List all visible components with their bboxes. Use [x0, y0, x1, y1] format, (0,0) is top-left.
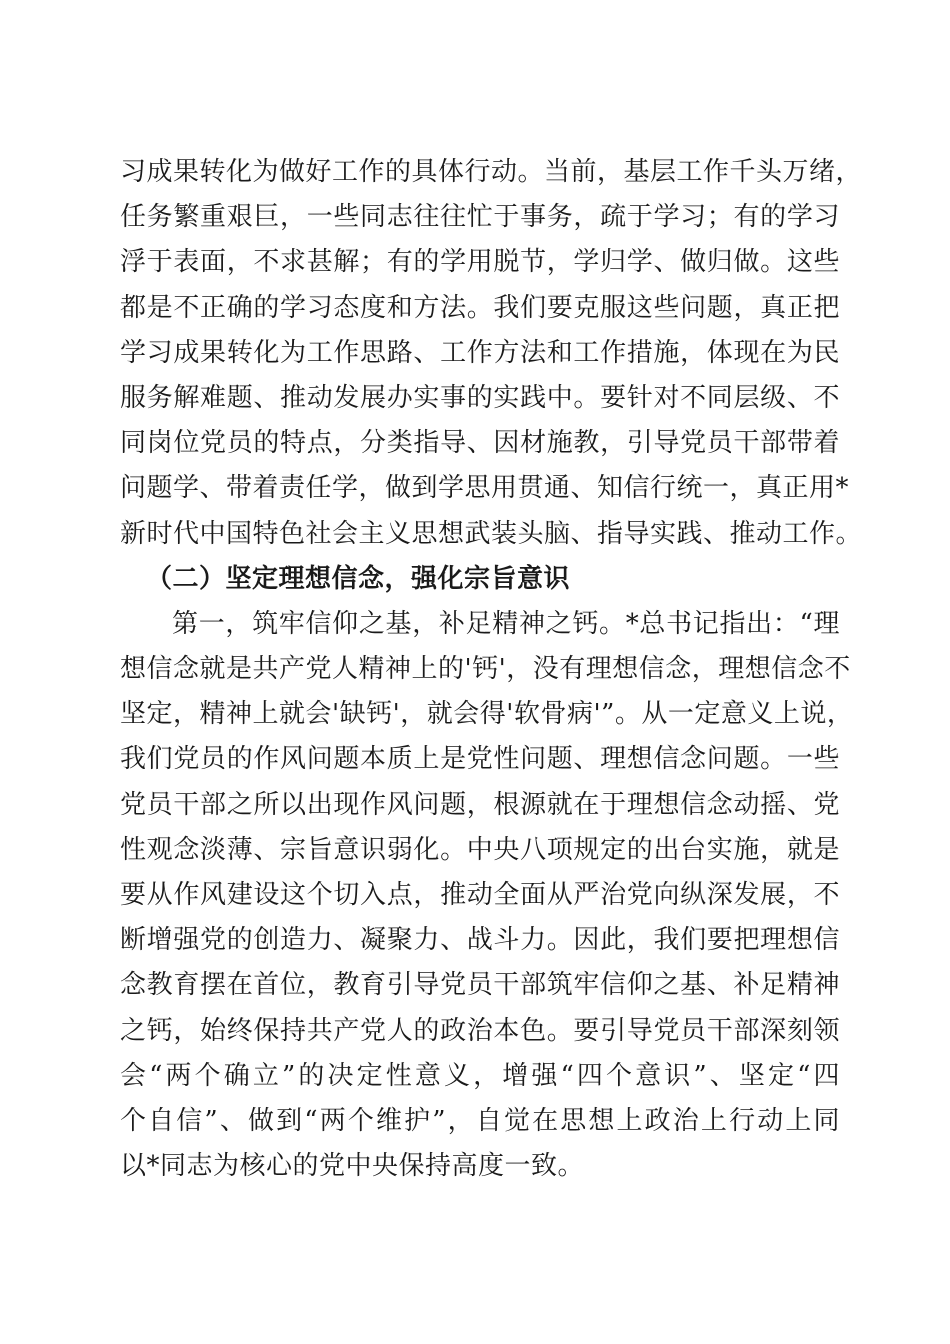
paragraph-line: 想信念就是共产党人精神上的'钙'，没有理想信念，理想信念不: [120, 654, 851, 685]
paragraph-line: 要从作风建设这个切入点，推动全面从严治党向纵深发展，不: [120, 880, 840, 910]
paragraph-line: 第一，筑牢信仰之基，补足精神之钙。*总书记指出：“理: [172, 608, 840, 639]
paragraph-line: 新时代中国特色社会主义思想武装头脑、指导实践、推动工作。: [120, 518, 863, 549]
paragraph-line: 以*同志为核心的党中央保持高度一致。: [120, 1151, 585, 1182]
paragraph-line: 性观念淡薄、宗旨意识弱化。中央八项规定的出台实施，就是: [120, 834, 840, 865]
paragraph-line: 服务解难题、推动发展办实事的实践中。要针对不同层级、不: [120, 382, 840, 413]
paragraph-line: 习成果转化为做好工作的具体行动。当前，基层工作千头万绪，: [120, 157, 863, 187]
paragraph-line: 问题学、带着责任学，做到学思用贯通、知信行统一，真正用*: [120, 473, 850, 504]
paragraph-line: 断增强党的创造力、凝聚力、战斗力。因此，我们要把理想信: [120, 925, 840, 956]
document-body: [120, 150, 863, 1189]
paragraph-line: 个自信”、做到“两个维护”，自觉在思想上政治上行动上同: [120, 1105, 840, 1136]
paragraph-line: 之钙，始终保持共产党人的政治本色。要引导党员干部深刻领: [120, 1015, 840, 1046]
paragraph-line: 念教育摆在首位，教育引导党员干部筑牢信仰之基、补足精神: [120, 970, 840, 1001]
paragraph-line: 学习成果转化为工作思路、工作方法和工作措施，体现在为民: [120, 337, 840, 368]
paragraph-line: 任务繁重艰巨，一些同志往往忙于事务，疏于学习；有的学习: [120, 202, 840, 233]
paragraph-line: 我们党员的作风问题本质上是党性问题、理想信念问题。一些: [120, 744, 840, 775]
paragraph-line: 坚定，精神上就会'缺钙'，就会得'软骨病'”。从一定意义上说，: [120, 699, 854, 730]
section-heading: （二）坚定理想信念，强化宗旨意识: [146, 563, 571, 594]
paragraph-line: 会“两个确立”的决定性意义，增强“四个意识”、坚定“四: [120, 1060, 840, 1091]
paragraph-line: 党员干部之所以出现作风问题，根源就在于理想信念动摇、党: [120, 789, 840, 820]
paragraph-line: 同岗位党员的特点，分类指导、因材施教，引导党员干部带着: [120, 428, 840, 459]
paragraph-line: 浮于表面，不求甚解；有的学用脱节，学归学、做归做。这些: [120, 247, 840, 278]
paragraph-line: 都是不正确的学习态度和方法。我们要克服这些问题，真正把: [120, 292, 840, 323]
